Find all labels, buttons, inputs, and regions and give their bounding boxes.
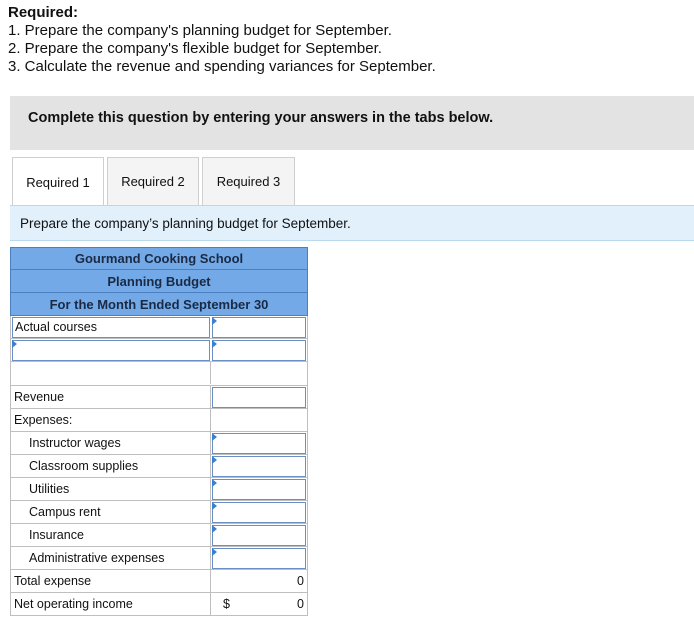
- administrative-expenses-input[interactable]: [212, 548, 306, 569]
- row-insurance: [10, 524, 308, 547]
- expenses-label: Expenses:: [11, 409, 211, 431]
- tab-prompt: [10, 205, 694, 241]
- instruction-item-2: 2. Prepare the company's flexible budget for September.: [8, 40, 382, 57]
- utilities-input[interactable]: [212, 479, 306, 500]
- instructions-heading: Required:: [8, 4, 79, 21]
- company-name: Gourmand Cooking School: [10, 247, 308, 270]
- net-income-label: Net operating income: [11, 593, 211, 615]
- expense-label: Administrative expenses: [11, 547, 211, 569]
- budget-period: For the Month Ended September 30: [10, 293, 308, 316]
- row-campus-rent: [10, 501, 308, 524]
- insurance-input[interactable]: [212, 525, 306, 546]
- expense-label: Instructor wages: [11, 432, 211, 454]
- row-administrative-expenses: [10, 547, 308, 570]
- instruction-item-1: 1. Prepare the company's planning budget for September.: [8, 22, 392, 39]
- planning-budget-table: [10, 247, 308, 616]
- row-label-select[interactable]: [12, 340, 210, 361]
- spacer-label: [11, 362, 211, 384]
- expense-label: Classroom supplies: [11, 455, 211, 477]
- classroom-supplies-input[interactable]: [212, 456, 306, 477]
- net-income-value: 0: [297, 597, 304, 611]
- question-banner: [10, 96, 694, 150]
- instruction-item-3: 3. Calculate the revenue and spending variances for September.: [8, 58, 436, 75]
- total-expense-label: Total expense: [11, 570, 211, 592]
- expense-label: Utilities: [11, 478, 211, 500]
- row-expenses-header: [10, 409, 308, 432]
- tab-required-3[interactable]: Required 3: [202, 157, 295, 205]
- total-expense-value: 0: [297, 574, 304, 588]
- tab-prompt-text: Prepare the company’s planning budget for September.: [20, 216, 351, 231]
- row-instructor-wages: [10, 432, 308, 455]
- instructions: [8, 4, 688, 76]
- row-blank-selector: [10, 339, 308, 362]
- revenue-input[interactable]: [212, 387, 306, 408]
- campus-rent-input[interactable]: [212, 502, 306, 523]
- row-revenue: [10, 386, 308, 409]
- revenue-label: Revenue: [11, 386, 211, 408]
- budget-title: Planning Budget: [10, 270, 308, 293]
- instructor-wages-input[interactable]: [212, 433, 306, 454]
- expense-label: Insurance: [11, 524, 211, 546]
- currency-symbol: $: [223, 597, 230, 611]
- actual-courses-label: Actual courses: [12, 317, 210, 338]
- row-spacer: [10, 362, 308, 386]
- row-value-input[interactable]: [212, 340, 306, 361]
- row-actual-courses: [10, 316, 308, 339]
- tab-required-1[interactable]: Required 1: [12, 157, 104, 206]
- expense-label: Campus rent: [11, 501, 211, 523]
- row-utilities: [10, 478, 308, 501]
- row-classroom-supplies: [10, 455, 308, 478]
- tab-required-2[interactable]: Required 2: [107, 157, 199, 205]
- banner-text: Complete this question by entering your answers in the tabs below.: [28, 110, 494, 126]
- actual-courses-input[interactable]: [212, 317, 306, 338]
- row-net-operating-income: [10, 593, 308, 616]
- row-total-expense: [10, 570, 308, 593]
